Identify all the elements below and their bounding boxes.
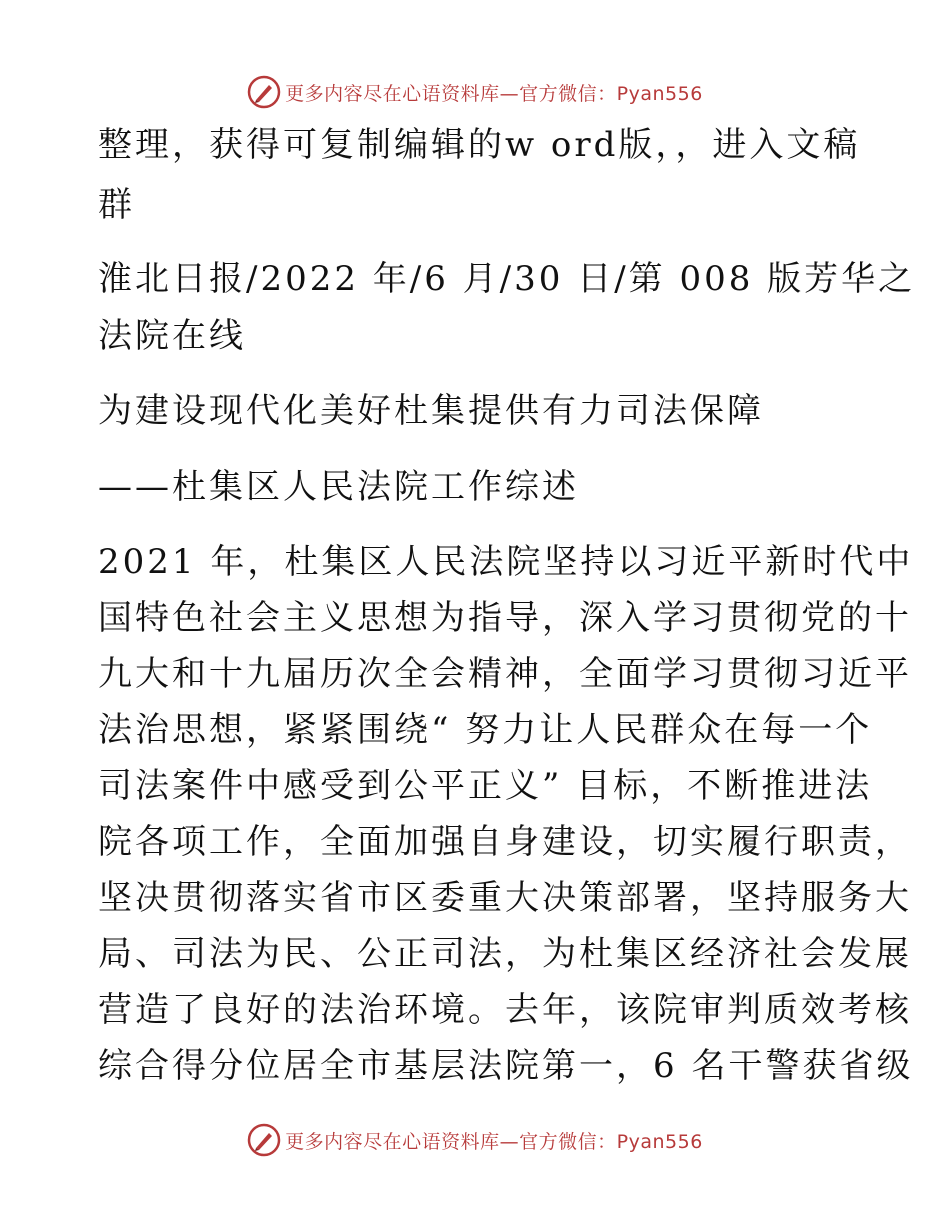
body-line: 营造了良好的法治环境。去年，该院审判质效考核: [98, 990, 912, 1030]
intro-line-1: 整理，获得可复制编辑的w ord版，，进入文稿: [98, 125, 861, 165]
header-banner-text: 更多内容尽在心语资料库—官方微信：Pyan556: [285, 82, 703, 105]
pen-logo-icon: [247, 75, 281, 109]
body-line: 综合得分位居全市基层法院第一，6 名干警获省级: [98, 1046, 914, 1086]
body-line: 院各项工作，全面加强自身建设，切实履行职责，: [98, 822, 912, 862]
article-subtitle: ——杜集区人民法院工作综述: [98, 467, 579, 507]
body-line: 坚决贯彻落实省市区委重大决策部署，坚持服务大: [98, 878, 912, 918]
intro-line-2: 群: [98, 185, 135, 225]
article-title: 为建设现代化美好杜集提供有力司法保障: [98, 391, 764, 431]
body-line: 法治思想，紧紧围绕“ 努力让人民群众在每一个: [98, 710, 873, 750]
header-banner: [0, 72, 950, 112]
pen-logo-icon: [247, 1123, 281, 1157]
source-line-1: 淮北日报/2022 年/6 月/30 日/第 008 版芳华之: [98, 259, 916, 299]
body-line: 局、司法为民、公正司法，为杜集区经济社会发展: [98, 934, 912, 974]
footer-banner: [0, 1120, 950, 1160]
body-line: 九大和十九届历次全会精神，全面学习贯彻习近平: [98, 654, 912, 694]
footer-banner-text: 更多内容尽在心语资料库—官方微信：Pyan556: [285, 1130, 703, 1153]
body-line: 国特色社会主义思想为指导，深入学习贯彻党的十: [98, 598, 912, 638]
body-line: 司法案件中感受到公平正义” 目标，不断推进法: [98, 766, 873, 806]
source-line-2: 法院在线: [98, 316, 246, 356]
body-line: 2021 年，杜集区人民法院坚持以习近平新时代中: [98, 542, 914, 582]
